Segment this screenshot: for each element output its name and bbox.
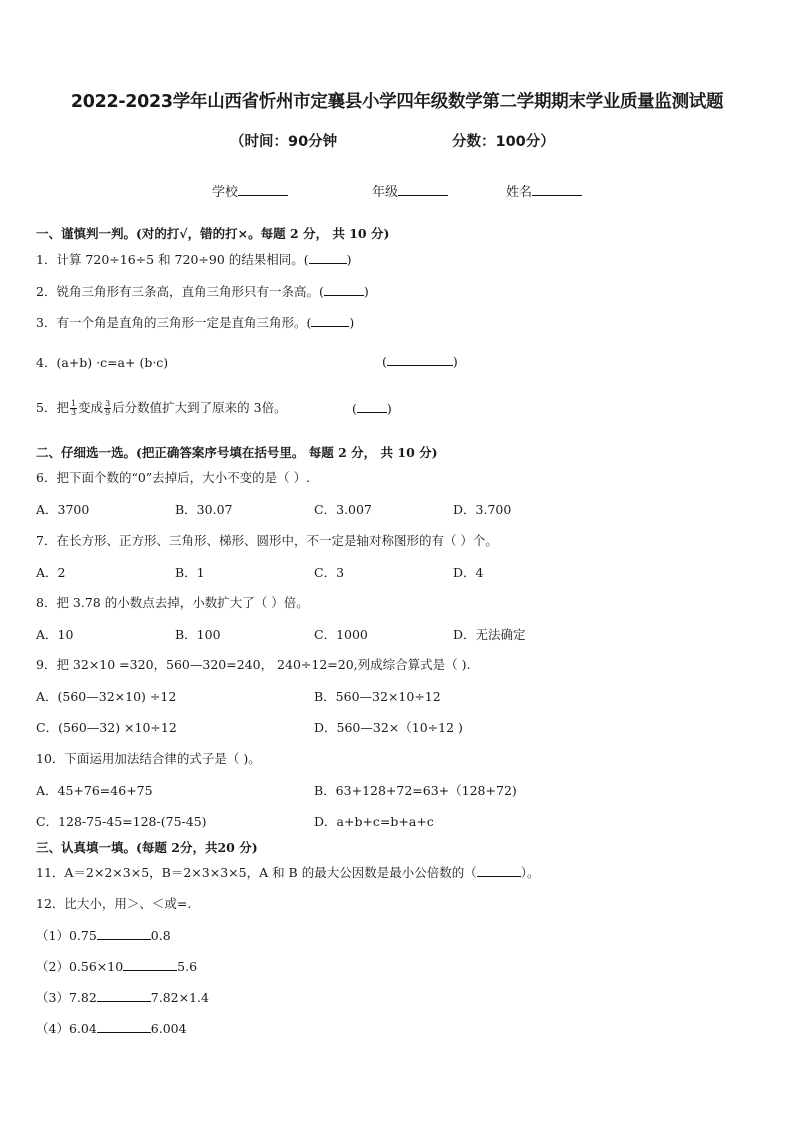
question-2	[36, 282, 369, 300]
compare-left: （4）6.04	[36, 1021, 97, 1036]
compare-left: （1）0.75	[36, 928, 97, 943]
question-5-prefix: 5．把	[36, 400, 69, 415]
answer-blank-3[interactable]	[311, 314, 349, 327]
answer-blank-5[interactable]	[357, 400, 387, 413]
grade-label: 年级	[372, 185, 399, 200]
option-b[interactable]: B．560—32×10÷12	[314, 689, 441, 704]
option-c[interactable]: C．1000	[314, 627, 368, 642]
question-4-text: 4．(a+b) ·c=a+ (b·c)	[36, 355, 169, 370]
fraction-numerator: 3	[105, 399, 111, 408]
compare-item-2	[36, 957, 197, 975]
answer-blank-1[interactable]	[309, 251, 347, 264]
name-field	[506, 181, 582, 200]
compare-left: （3）7.82	[36, 990, 97, 1005]
section-3-heading: 三、认真填一填。(每题 2分，共20 分)	[36, 840, 258, 855]
paren-close: )	[346, 252, 352, 267]
compare-item-1	[36, 926, 171, 944]
grade-blank[interactable]	[398, 183, 448, 196]
section-2-heading: 二、仔细选一选。(把正确答案序号填在括号里。 每题 2 分， 共 10 分)	[36, 445, 438, 460]
name-blank[interactable]	[532, 183, 582, 196]
option-d[interactable]: D．无法确定	[453, 627, 526, 642]
compare-item-4	[36, 1019, 187, 1037]
question-1	[36, 250, 352, 268]
compare-left: （2）0.56×10	[36, 959, 124, 974]
question-5-suffix: 后分数值扩大到了原来的 3倍。	[112, 400, 287, 415]
option-b[interactable]: B．30.07	[175, 502, 233, 517]
name-label: 姓名	[506, 185, 533, 200]
exam-score: 分数：100分）	[452, 134, 555, 150]
option-c[interactable]: C．128-75-45=128-(75-45)	[36, 814, 207, 829]
compare-right: 6.004	[150, 1021, 187, 1036]
paren-close: )	[386, 401, 392, 416]
fraction-one-third	[70, 400, 77, 417]
option-a[interactable]: A．2	[36, 565, 66, 580]
option-b[interactable]: B．100	[175, 627, 221, 642]
school-blank[interactable]	[238, 183, 288, 196]
compare-right: 7.82×1.4	[150, 990, 209, 1005]
compare-blank-1[interactable]	[97, 927, 151, 940]
paren-close: )	[349, 315, 355, 330]
question-12: 12．比大小，用＞、＜或=.	[36, 896, 192, 911]
page-title: 2022-2023学年山西省忻州市定襄县小学四年级数学第二学期期末学业质量监测试题	[70, 92, 724, 112]
question-8: 8．把 3.78 的小数点去掉，小数扩大了（ ）倍。	[36, 595, 309, 610]
compare-item-3	[36, 988, 209, 1006]
option-c[interactable]: C．(560—32) ×10÷12	[36, 720, 177, 735]
option-a[interactable]: A．10	[36, 627, 74, 642]
school-field	[212, 181, 288, 200]
exam-time: （时间：90分钟	[230, 134, 338, 150]
compare-right: 5.6	[177, 959, 198, 974]
school-label: 学校	[212, 185, 239, 200]
paren-open: (	[382, 354, 387, 369]
question-5-answer	[352, 400, 392, 416]
fraction-denominator: 9	[105, 408, 111, 417]
option-d[interactable]: D．4	[453, 565, 484, 580]
option-b[interactable]: B．63+128+72=63+（128+72)	[314, 783, 517, 798]
option-c[interactable]: C．3	[314, 565, 345, 580]
question-2-text: 2．锐角三角形有三条高，直角三角形只有一条高。(	[36, 284, 324, 299]
grade-field	[372, 181, 448, 200]
paren-close: )	[363, 284, 369, 299]
question-11	[36, 863, 539, 881]
answer-blank-2[interactable]	[324, 283, 364, 296]
question-10: 10．下面运用加法结合律的式子是（ )。	[36, 751, 261, 766]
option-d[interactable]: D．560—32×（10÷12 )	[314, 720, 463, 735]
fraction-numerator: 1	[70, 399, 77, 408]
question-11-text: 11．A＝2×2×3×5，B＝2×3×3×5，A 和 B 的最大公因数是最小公倍数的（	[36, 865, 477, 880]
option-c[interactable]: C．3.007	[314, 502, 372, 517]
option-a[interactable]: A．45+76=46+75	[36, 783, 153, 798]
paren-open: (	[352, 401, 357, 416]
answer-blank-4[interactable]	[387, 353, 453, 366]
question-6: 6．把下面个数的“0”去掉后，大小不变的是（ ）.	[36, 470, 311, 485]
question-3-text: 3．有一个角是直角的三角形一定是直角三角形。(	[36, 315, 312, 330]
question-5-mid: 变成	[78, 400, 104, 415]
compare-blank-3[interactable]	[97, 989, 151, 1002]
option-d[interactable]: D．3.700	[453, 502, 512, 517]
question-9: 9．把 32×10 =320，560—320=240， 240÷12=20,列成综合算式是（ ).	[36, 657, 471, 672]
question-11-suffix: ）。	[520, 865, 540, 880]
fraction-three-ninths	[104, 400, 111, 417]
section-1-heading: 一、谨慎判一判。(对的打√，错的打×。每题 2 分， 共 10 分)	[36, 226, 390, 241]
fraction-denominator: 3	[70, 408, 77, 417]
question-3	[36, 313, 354, 331]
answer-blank-11[interactable]	[477, 864, 521, 877]
question-5	[36, 398, 287, 417]
option-d[interactable]: D．a+b+c=b+a+c	[314, 814, 434, 829]
question-1-text: 1．计算 720÷16÷5 和 720÷90 的结果相同。(	[36, 252, 309, 267]
question-7: 7．在长方形、正方形、三角形、梯形、圆形中，不一定是轴对称图形的有（ ）个。	[36, 533, 498, 548]
compare-right: 0.8	[150, 928, 171, 943]
paren-close: )	[452, 354, 458, 369]
option-a[interactable]: A．3700	[36, 502, 90, 517]
option-b[interactable]: B．1	[175, 565, 205, 580]
compare-blank-4[interactable]	[97, 1020, 151, 1033]
option-a[interactable]: A．(560—32×10) ÷12	[36, 689, 177, 704]
compare-blank-2[interactable]	[123, 958, 177, 971]
question-4-answer	[382, 353, 458, 369]
